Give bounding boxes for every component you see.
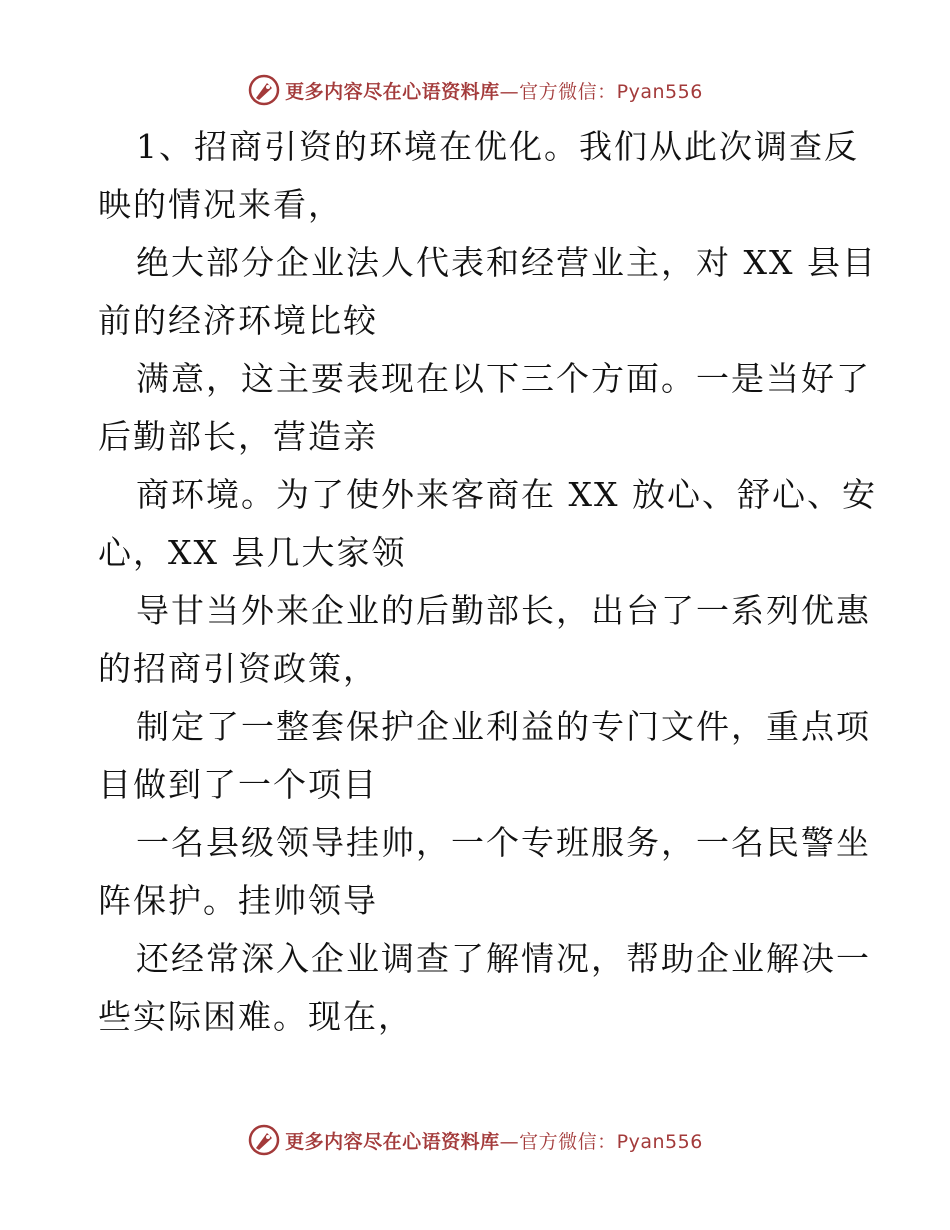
paragraph-line: 1、招商引资的环境在优化。我们从此次调查反 (136, 127, 859, 166)
paragraph-line: 的招商引资政策， (98, 649, 378, 688)
paragraph-line: 心，XX 县几大家领 (98, 533, 407, 572)
paragraph-line: 映的情况来看， (98, 185, 343, 224)
paragraph-line: 导甘当外来企业的后勤部长，出台了一系列优惠 (136, 591, 871, 630)
footer-banner-dash: — (499, 1130, 520, 1153)
paragraph-line: 制定了一整套保护企业利益的专门文件，重点项 (136, 707, 871, 746)
paragraph-line: 满意，这主要表现在以下三个方面。一是当好了 (136, 359, 871, 398)
paragraph-line: 目做到了一个项目 (98, 765, 378, 804)
paragraph-line: 还经常深入企业调查了解情况，帮助企业解决一 (136, 939, 871, 978)
pen-nib-logo-icon (247, 1123, 281, 1157)
paragraph-line: 一名县级领导挂帅，一个专班服务，一名民警坐 (136, 823, 871, 862)
footer-banner-wechat: 官方微信：Pyan556 (519, 1130, 703, 1153)
paragraph-line: 阵保护。挂帅领导 (98, 881, 378, 920)
paragraph-line: 些实际困难。现在， (98, 997, 413, 1036)
paragraph-line: 商环境。为了使外来客商在 XX 放心、舒心、安 (136, 475, 877, 514)
paragraph-line: 绝大部分企业法人代表和经营业主，对 XX 县目 (136, 243, 877, 282)
header-banner (0, 70, 950, 110)
paragraph-line: 后勤部长，营造亲 (98, 417, 378, 456)
footer-banner (0, 1120, 950, 1160)
header-banner-dash: — (499, 80, 520, 103)
paragraph-line: 前的经济环境比较 (98, 301, 378, 340)
pen-nib-logo-icon (247, 73, 281, 107)
header-banner-wechat: 官方微信：Pyan556 (519, 80, 703, 103)
footer-banner-title: 更多内容尽在心语资料库 (285, 1130, 500, 1153)
document-body (98, 118, 877, 1046)
header-banner-title: 更多内容尽在心语资料库 (285, 80, 500, 103)
footer-banner-text (285, 1127, 703, 1154)
header-banner-text (285, 77, 703, 104)
